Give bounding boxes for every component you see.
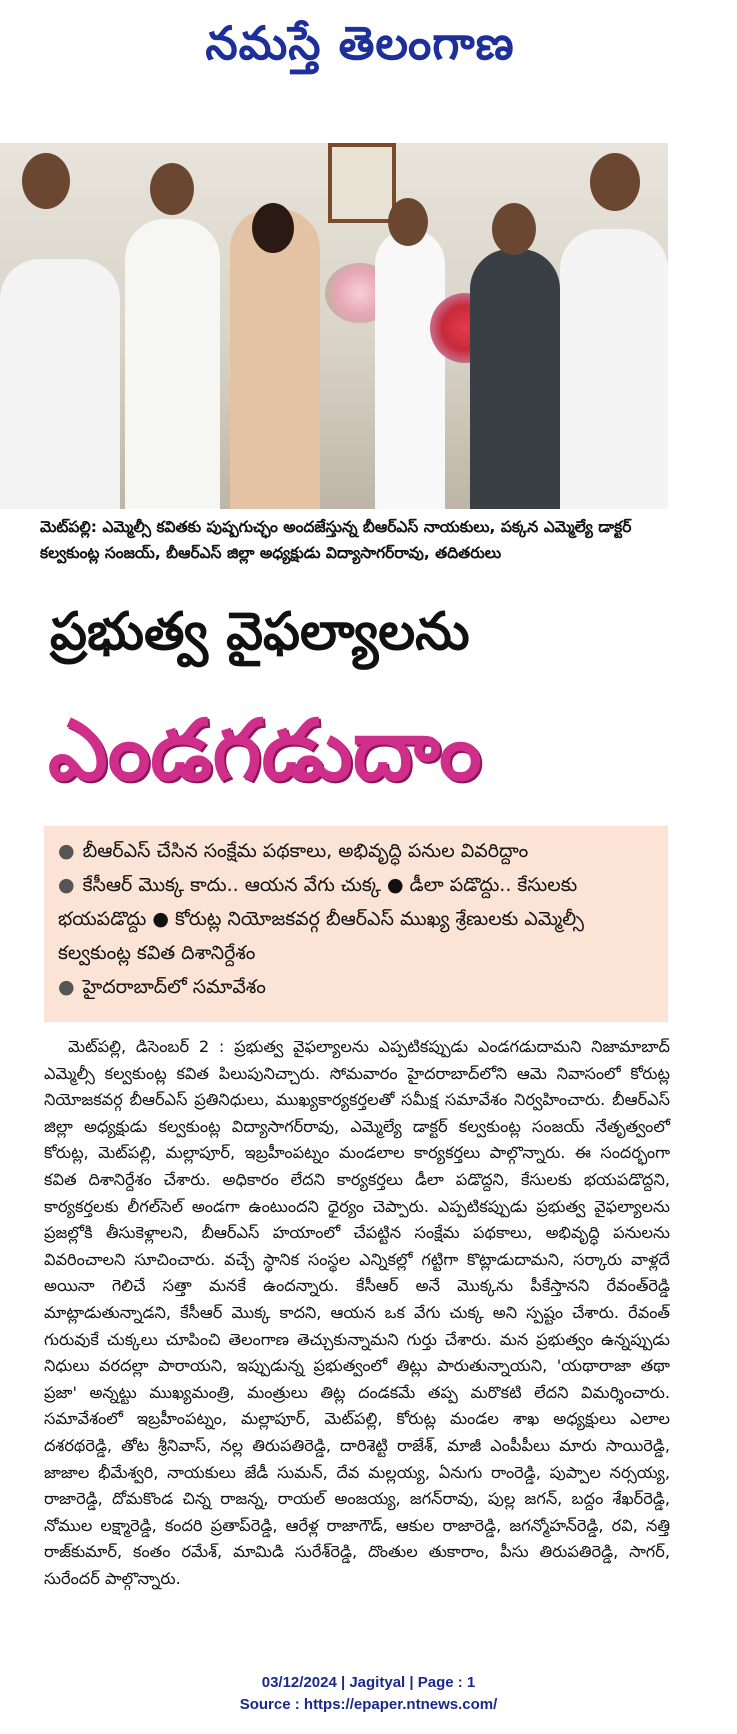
bullet-icon: ●	[58, 840, 75, 862]
person-head	[22, 153, 70, 209]
highlight-item	[58, 834, 654, 868]
person-head	[252, 203, 294, 253]
person-figure	[560, 229, 668, 509]
highlight-text: కేసీఆర్ మొక్క కాదు.. ఆయన వేగు చుక్క ● డీలా పడొద్దు.. కేసులకు భయపడొద్దు ● కోరుట్ల నియోజకవర్గ బీఆర్‌ఎస్ ముఖ్య శ్రేణులకు ఎమ్మెల్సీ కల్వకుంట్ల కవిత దిశానిర్దేశం	[58, 874, 584, 964]
person-head	[492, 203, 536, 255]
article-body	[44, 1034, 670, 1592]
person-figure	[0, 259, 120, 509]
person-figure	[230, 209, 320, 509]
person-figure	[125, 219, 220, 509]
wall-frame	[328, 143, 396, 223]
photo-caption: మెట్‌పల్లి: ఎమ్మెల్సీ కవితకు పుష్పగుచ్ఛం అందజేస్తున్న బీఆర్‌ఎస్ నాయకులు, పక్కన ఎమ్మెల్యే డాక్టర్ కల్వకుంట్ల సంజయ్, బీఆర్‌ఎస్ జిల్లా అధ్యక్షుడు విద్యాసాగర్‌రావు, తదితరులు	[40, 518, 632, 562]
highlight-text: హైదరాబాద్‌లో సమావేశం	[82, 976, 266, 998]
footer-source: Source : https://epaper.ntnews.com/	[239, 1696, 498, 1713]
highlight-text: బీఆర్‌ఎస్ చేసిన సంక్షేమ పథకాలు, అభివృద్ధి పనుల వివరిద్దాం	[82, 840, 529, 862]
headline-line1: ప్రభుత్వ వైఫల్యాలను	[50, 602, 470, 662]
footer-dateline: 03/12/2024 | Jagityal | Page : 1	[261, 1674, 476, 1691]
highlight-item	[58, 868, 654, 970]
article-text: మెట్‌పల్లి, డిసెంబర్ 2 : ప్రభుత్వ వైఫల్యాలను ఎప్పటికప్పుడు ఎండగడుదామని నిజామాబాద్ ఎమ్మెల్సీ కల్వకుంట్ల కవిత పిలుపునిచ్చారు. సోమవారం హైదరాబాద్‌లోని ఆమె నివాసంలో కోరుట్ల నియోజకవర్గ బీఆర్‌ఎస్ ప్రతినిధులు, ముఖ్యకార్యకర్తలతో సమీక్ష సమావేశం నిర్వహించారు. బీఆర్‌ఎస్ జిల్లా అధ్యక్షుడు కల్వకుంట్ల విద్యాసాగర్‌రావు, ఎమ్మెల్యే డాక్టర్ కల్వకుంట్ల సంజయ్ నేతృత్వంలో కోరుట్ల, మెట్‌పల్లి, మల్లాపూర్, ఇబ్రహీంపట్నం మండలాల కార్యకర్తలు పాల్గొన్నారు. ఈ సందర్భంగా కవిత దిశానిర్దేశం చేశారు. అధికారం లేదని కార్యకర్తలు డీలా పడొద్దని, కేసులకు భయపడొద్దని, కార్యకర్తలకు లీగల్‌సెల్ అండగా ఉంటుందని ధైర్యం చెప్పారు. ఎప్పటికప్పుడు ప్రభుత్వ వైఫల్యాలను ప్రజల్లోకి తీసుకెళ్లాలని, బీఆర్‌ఎస్ హయాంలో చేపట్టిన సంక్షేమ పథకాలు, అభివృద్ధి పనులను వివరించాలని సూచించారు. వచ్చే స్థానిక సంస్థల ఎన్నికల్లో గట్టిగా కొట్లాడుదామని, సర్కారు వాళ్లదే అయినా గెలిచే సత్తా మనకే ఉందన్నారు. కేసీఆర్ అనే మొక్కను పీకేస్తానని రేవంత్‌రెడ్డి మాట్లాడుతున్నాడని, కేసీఆర్ మొక్క కాదని, ఆయన ఒక వేగు చుక్క అని స్పష్టం చేశారు. రేవంత్ గురువుకే చుక్కలు చూపించి తెలంగాణ తెచ్చుకున్నామని గుర్తు చేశారు. మన ప్రభుత్వం ఉన్నప్పుడు నిధులు వరదల్లా పారాయని, ఇప్పుడున్న ప్రభుత్వంలో తిట్లు పారుతున్నాయని, 'యథారాజా తథా ప్రజా' అన్నట్టు ముఖ్యమంత్రి, మంత్రులు తిట్ల దండకమే తప్ప మరొకటి లేదని విమర్శించారు. సమావేశంలో ఇబ్రహీంపట్నం, మల్లాపూర్, మెట్‌పల్లి, కోరుట్ల మండల శాఖ అధ్యక్షులు ఎలాల దశరథరెడ్డి, తోట శ్రీనివాస్, నల్ల తిరుపతిరెడ్డి, దారిశెట్టి రాజేశ్, మాజీ ఎంపీపీలు మారు సాయిరెడ్డి, జాజాల భీమేశ్వరి, నాయకులు జేడీ సుమన్, దేవ మల్లయ్య, ఏనుగు రాంరెడ్డి, పుప్పాల నర్సయ్య, రాజారెడ్డి, దోమకొండ చిన్న రాజన్న, రాయల్ అంజయ్య, జగన్‌రావు, పుల్ల జగన్, బద్దం శేఖర్‌రెడ్డి, నోముల లక్ష్మారెడ్డి, కందరి ప్రతాప్‌రెడ్డి, ఆరేళ్ల రాజాగౌడ్, ఆకుల రాజారెడ్డి, జగన్మోహన్‌రెడ్డి, రవి, నత్తి రాజ్‌కుమార్, కంతం రమేశ్, మామిడి సురేశ్‌రెడ్డి, దొంతుల తుకారాం, పీసు తిరుపతిరెడ్డి, సాగర్, సురేందర్ పాల్గొన్నారు.	[44, 1037, 670, 1588]
news-photo	[0, 143, 668, 509]
highlight-item	[58, 970, 654, 1004]
bullet-icon: ●	[58, 874, 75, 896]
person-head	[590, 153, 640, 211]
masthead-title: నమస్తే తెలంగాణ	[205, 16, 515, 70]
person-head	[388, 198, 428, 246]
person-figure	[375, 229, 445, 509]
headline-line2: ఎండగడుదాం	[48, 701, 482, 799]
person-figure	[470, 249, 560, 509]
page-footer	[0, 1672, 737, 1716]
bullet-icon: ●	[58, 976, 75, 998]
highlights-box	[44, 826, 668, 1022]
person-head	[150, 163, 194, 215]
